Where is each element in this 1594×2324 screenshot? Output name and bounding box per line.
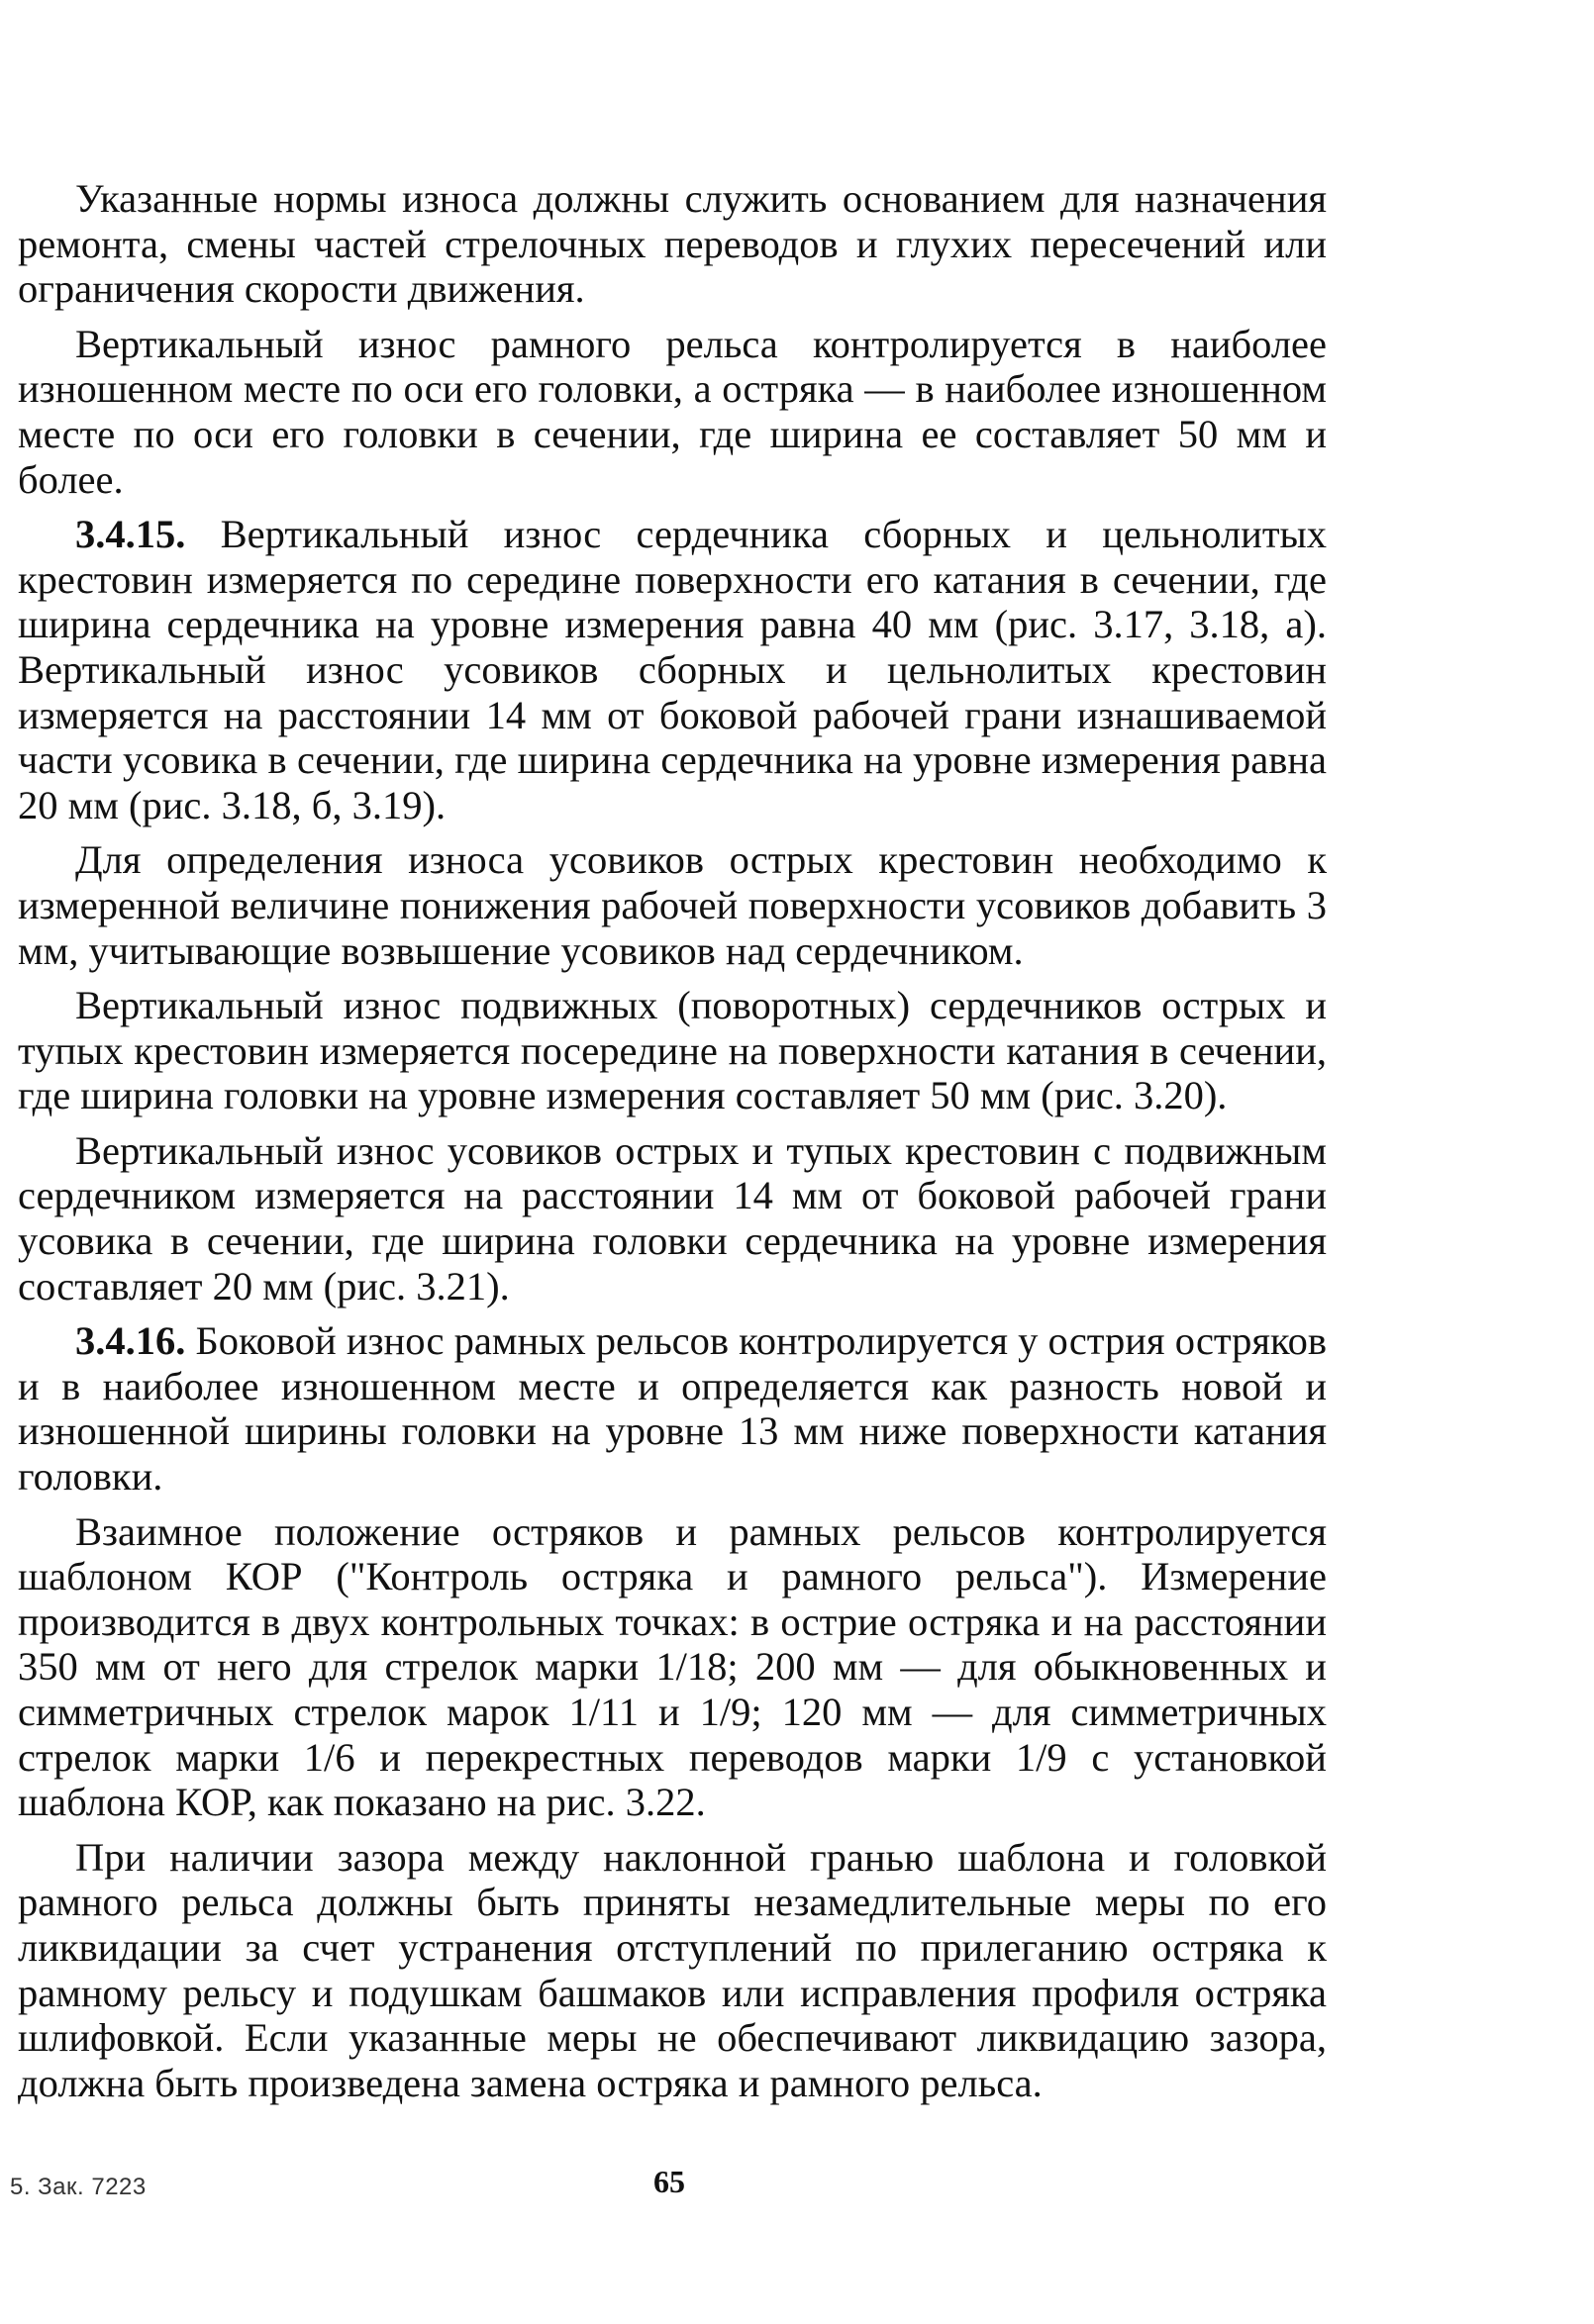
- paragraph: [18, 1128, 1327, 1308]
- paragraph-text: При наличии зазора между наклонной гранью шаблона и головкой рамного рельса должны быть приняты незамедлительные меры по его ликвидации за счет устранения отступлений по прилеганию остряка к рамному рельсу и подушкам башмаков или исправления профиля остряка шлифовкой. Если указанные меры не обеспечивают ликвидацию зазора, должна быть произведена замена остряка и рамного рельса.: [18, 1834, 1327, 2105]
- paragraph-3-4-16: [18, 1318, 1327, 1499]
- paragraph: [18, 983, 1327, 1118]
- paragraph: [18, 837, 1327, 973]
- paragraph-text: Вертикальный износ подвижных (поворотных) сердечников острых и тупых крестовин измеряется посередине на поверхности катания в сечении, где ширина головки на уровне измерения составляет 50 мм (рис. 3.20).: [18, 983, 1327, 1118]
- paragraph-text: Вертикальный износ рамного рельса контролируется в наиболее изношенном месте по оси его головки, а остряка — в наиболее изношенном месте по оси его головки в сечении, где ширина ее составляет 50 мм и более.: [18, 321, 1327, 502]
- paragraph: [18, 322, 1327, 502]
- paragraph-text: Взаимное положение остряков и рамных рельсов контролируется шаблоном КОР ("Контроль остряка и рамного рельса"). Измерение производится в двух контрольных точках: в острие остряка и на расстоянии 350 мм от него для стрелок марки 1/18; 200 мм — для обыкновенных и симметричных стрелок марок 1/11 и 1/9; 120 мм — для симметричных стрелок марки 1/6 и перекрестных переводов марки 1/9 с установкой шаблона КОР, как показано на рис. 3.22.: [18, 1508, 1327, 1825]
- paragraph: [18, 1509, 1327, 1825]
- paragraph-3-4-15: [18, 512, 1327, 827]
- section-number: 3.4.15.: [75, 512, 186, 557]
- section-number: 3.4.16.: [75, 1318, 186, 1364]
- printer-signature: 5. Зак. 7223: [10, 2174, 147, 2200]
- paragraph-text: Вертикальный износ усовиков острых и тупых крестовин с подвижным сердечником измеряется на расстоянии 14 мм от боковой рабочей грани усовика в сечении, где ширина головки сердечника на уровне измерения составляет 20 мм (рис. 3.21).: [18, 1127, 1327, 1308]
- page-number: 65: [653, 2164, 685, 2199]
- paragraph-text: Указанные нормы износа должны служить основанием для назначения ремонта, смены частей стрелочных переводов и глухих пересечений или ограничения скорости движения.: [18, 176, 1327, 312]
- paragraph: [18, 176, 1327, 312]
- paragraph-text: Боковой износ рамных рельсов контролируется у острия остряков и в наиболее изношенном месте и определяется как разность новой и изношенной ширины головки на уровне 13 мм ниже поверхности катания головки.: [18, 1318, 1328, 1500]
- document-body: [18, 176, 1327, 2105]
- paragraph-text: Вертикальный износ сердечника сборных и цельнолитых крестовин измеряется по середине поверхности его катания в сечении, где ширина сердечника на уровне измерения равна 40 мм (рис. 3.17, 3.18, а). Вертикальный износ усовиков сборных и цельнолитых крестовин измеряется на расстоянии 14 мм от боковой рабочей грани изнашиваемой части усовика в сечении, где ширина сердечника на уровне измерения равна 20 мм (рис. 3.18, б, 3.19).: [18, 512, 1327, 827]
- paragraph-text: Для определения износа усовиков острых крестовин необходимо к измеренной величине понижения рабочей поверхности усовиков добавить 3 мм, учитывающие возвышение усовиков над сердечником.: [18, 837, 1327, 973]
- paragraph: [18, 1835, 1327, 2106]
